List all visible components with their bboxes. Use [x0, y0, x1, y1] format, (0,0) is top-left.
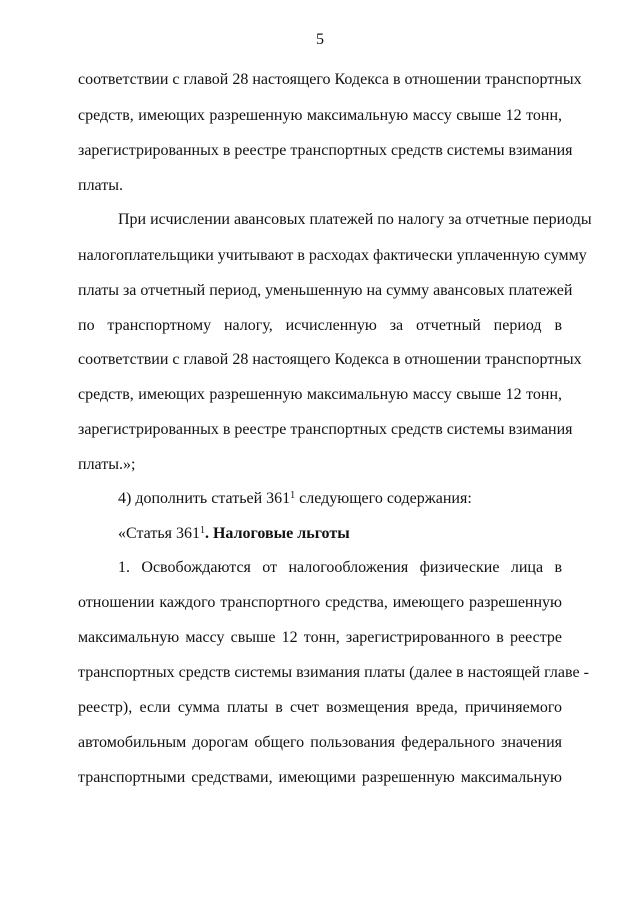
text-line: транспортными средствами, имеющими разрешенную максимальную — [78, 769, 562, 786]
superscript: 1 — [290, 490, 296, 501]
text-line: соответствии с главой 28 настоящего Кодекса в отношении транспортных — [78, 71, 582, 88]
article-title: Налоговые льготы — [212, 525, 350, 542]
text-line: отношении каждого транспортного средства, имеющего разрешенную — [78, 594, 562, 611]
amendment-text: следующего содержания: — [295, 490, 472, 507]
text-line: зарегистрированных в реестре транспортных средств системы взимания — [78, 421, 573, 438]
text-line: реестр), если сумма платы в счет возмещения вреда, причиняемого — [78, 699, 562, 716]
superscript: 1 — [199, 525, 205, 536]
amendment-item — [118, 489, 562, 509]
text-line: платы. — [78, 177, 123, 194]
text-line: При исчислении авансовых платежей по налогу за отчетные периоды — [118, 211, 592, 228]
article-heading — [118, 524, 562, 544]
article-prefix: «Статья 361 — [118, 525, 200, 542]
text-line: средств, имеющих разрешенную максимальную массу свыше 12 тонн, — [78, 386, 562, 403]
text-line: максимальную массу свыше 12 тонн, зарегистрированного в реестре — [78, 629, 562, 646]
text-line: транспортных средств системы взимания платы (далее в настоящей главе - — [78, 664, 589, 681]
text-line: 1. Освобождаются от налогообложения физические лица в — [118, 559, 562, 576]
text-line: платы за отчетный период, уменьшенную на сумму авансовых платежей — [78, 282, 573, 299]
text-line: налогоплательщики учитывают в расходах фактически уплаченную сумму — [78, 247, 587, 264]
article-dot: . — [204, 525, 213, 542]
text-line: соответствии с главой 28 настоящего Кодекса в отношении транспортных — [78, 351, 582, 368]
amendment-text: 4) дополнить статьей 361 — [118, 490, 291, 507]
text-line: платы.»; — [78, 456, 136, 473]
text-line: зарегистрированных в реестре транспортных средств системы взимания — [78, 142, 573, 159]
page-number: 5 — [316, 31, 324, 48]
text-line: автомобильным дорогам общего пользования федерального значения — [78, 734, 562, 751]
text-line: по транспортному налогу, исчисленную за отчетный период в — [78, 317, 562, 334]
text-line: средств, имеющих разрешенную максимальную массу свыше 12 тонн, — [78, 107, 562, 124]
